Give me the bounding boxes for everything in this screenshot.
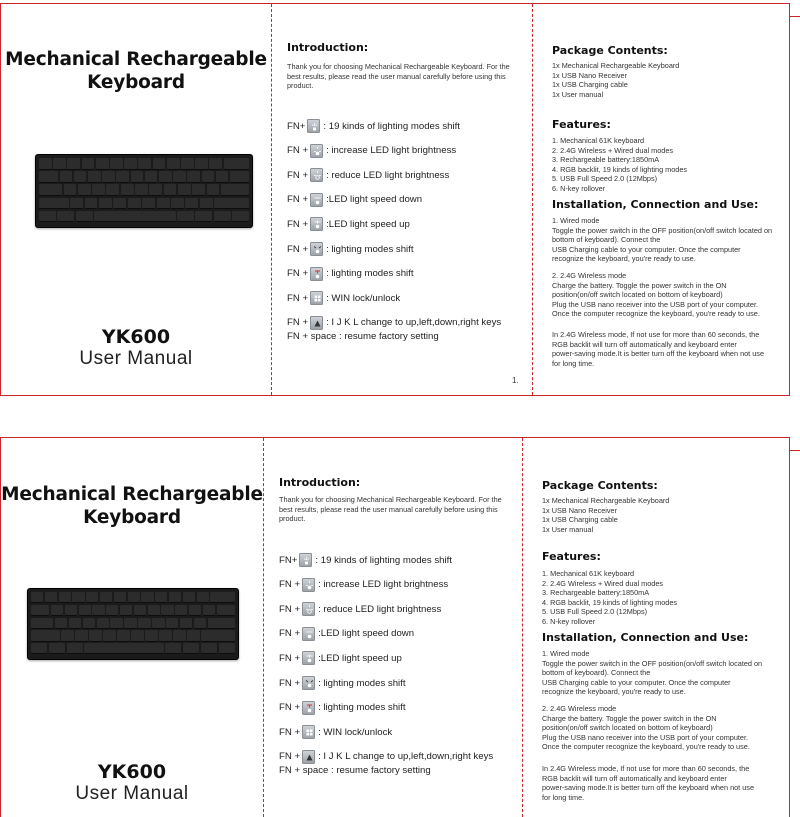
fn-shortcut-description: : lighting modes shift <box>318 677 406 689</box>
wired-mode-text-line: USB Charging cable to your computer. Once the computer <box>542 677 731 687</box>
keycap <box>194 618 206 629</box>
keycap <box>161 605 173 616</box>
keycap <box>60 171 73 183</box>
intro-heading: Introduction: <box>287 41 369 54</box>
wired-mode-text-line: 1. Wired mode <box>552 216 600 225</box>
wired-mode-text-line: bottom of keyboard). Connect the <box>552 235 661 245</box>
package-list <box>552 61 679 99</box>
keyboard-row <box>31 592 235 603</box>
keycap <box>79 605 91 616</box>
keycap <box>192 184 205 196</box>
lighting-mode-key-icon <box>307 119 320 133</box>
keycap <box>45 592 57 603</box>
fn-key-label: FN + <box>279 751 301 763</box>
intro-text-line: product. <box>287 81 314 91</box>
package-list-line: 1x Mechanical Rechargeable Keyboard <box>542 496 670 505</box>
fn-shortcut-description: : 19 kinds of lighting modes shift <box>323 120 460 132</box>
keycap <box>185 198 198 210</box>
features-list-line: 4. RGB backlit, 19 kinds of lighting modes <box>552 164 688 174</box>
wired-mode-text-line: bottom of keyboard). Connect the <box>542 668 651 678</box>
keycap <box>145 171 158 183</box>
features-list-line: 2. 2.4G Wireless + Wired dual modes <box>552 145 674 155</box>
keycap <box>142 198 155 210</box>
keycap <box>39 198 69 210</box>
fn-shortcut-description: :LED light speed down <box>318 628 415 640</box>
features-list-line: 5. USB Full Speed 2.0 (12Mbps) <box>552 174 658 184</box>
keycap <box>75 630 88 641</box>
fn-shortcut-row <box>287 216 410 232</box>
manual-subtitle: User Manual <box>75 783 189 804</box>
wireless-mode-text <box>542 704 750 752</box>
keycap <box>167 158 180 170</box>
keycap <box>164 184 177 196</box>
keycap <box>183 592 195 603</box>
keycap <box>141 592 153 603</box>
keycap <box>189 605 201 616</box>
keycap <box>89 630 102 641</box>
fn-shortcut-row <box>279 601 441 617</box>
keycap <box>76 211 93 223</box>
fn-key-label: FN + <box>287 243 309 255</box>
intro-text <box>287 62 510 91</box>
fn-key-label: FN+ <box>287 120 306 132</box>
fn-key-label: FN + <box>279 579 301 591</box>
fn-shortcut-description: : I J K L change to up,left,down,right keys <box>326 317 502 329</box>
intro-text <box>279 495 502 524</box>
fn-shortcut-description: : WIN lock/unlock <box>326 292 401 304</box>
keycap <box>124 618 136 629</box>
fn-shortcut-description: : lighting modes shift <box>318 702 406 714</box>
keycap <box>195 211 212 223</box>
keyboard-row <box>31 630 235 641</box>
package-heading: Package Contents: <box>542 479 658 492</box>
keycap <box>39 211 56 223</box>
package-list-line: 1x USB Charging cable <box>542 515 618 525</box>
intro-panel <box>263 438 522 817</box>
fn-shortcut-description: : reduce LED light brightness <box>326 169 450 181</box>
features-list-line: 3. Rechargeable battery:1850mA <box>542 588 650 598</box>
fn-shortcut-description: : lighting modes shift <box>326 243 414 255</box>
keycap <box>178 184 191 196</box>
brightness-up-key-icon <box>310 144 323 158</box>
mode-shift-alt-key-icon <box>302 701 315 715</box>
intro-text-line: product. <box>279 514 306 524</box>
keycap <box>31 643 47 654</box>
keycap <box>53 158 66 170</box>
fn-shortcut-row <box>279 724 392 740</box>
manual-sheet-bottom <box>0 437 790 817</box>
power-saving-text-line: RGB backlit will turn off automatically and keyboard enter <box>552 339 737 349</box>
cover-title <box>1 483 263 529</box>
speed-up-key-icon <box>302 651 315 665</box>
keycap <box>221 184 249 196</box>
model-name: YK600 <box>97 761 167 783</box>
features-list-line: 6. N-key rollover <box>542 616 596 626</box>
fn-shortcut-row <box>287 290 400 306</box>
keycap <box>106 605 118 616</box>
keycap <box>67 158 80 170</box>
brightness-down-key-icon <box>302 602 315 616</box>
power-saving-text <box>552 330 764 368</box>
keycap <box>159 171 172 183</box>
fn-shortcut-row <box>287 143 456 159</box>
keycap <box>181 158 194 170</box>
fn-key-label: FN + <box>287 145 309 157</box>
keycap <box>202 171 215 183</box>
keycap <box>214 211 231 223</box>
fn-space-row: FN + space : resume factory setting <box>279 764 431 776</box>
spacebar-key <box>84 643 163 654</box>
speed-down-key-icon <box>310 193 323 207</box>
keyboard-image <box>27 588 239 660</box>
keycap <box>110 158 123 170</box>
fn-shortcut-description: : increase LED light brightness <box>326 145 457 157</box>
keycap <box>207 184 220 196</box>
power-saving-text-line: for long time. <box>552 358 595 368</box>
keycap <box>72 592 84 603</box>
wireless-mode-text-line: Once the computer recognize the keyboard, you're ready to use. <box>552 309 760 319</box>
keycap <box>85 198 98 210</box>
keycap <box>217 605 235 616</box>
keycap <box>138 158 151 170</box>
keyboard-row <box>39 184 249 196</box>
keycap <box>116 171 129 183</box>
keycap <box>149 184 162 196</box>
fn-key-label: FN + <box>279 652 301 664</box>
keycap <box>209 158 222 170</box>
keycap <box>86 592 98 603</box>
fn-shortcut-row <box>279 700 406 716</box>
keyboard-row <box>39 171 249 183</box>
power-saving-text <box>542 764 754 802</box>
keycap <box>65 605 77 616</box>
fn-key-label: FN+ <box>279 554 298 566</box>
package-list-line: 1x User manual <box>552 89 604 99</box>
keycap <box>173 171 186 183</box>
keycap <box>59 592 71 603</box>
keycap <box>110 618 122 629</box>
keycap <box>55 618 67 629</box>
keycap <box>128 198 141 210</box>
keycap <box>214 198 249 210</box>
fn-shortcut-row <box>279 577 448 593</box>
fn-shortcut-description: :LED light speed down <box>326 194 423 206</box>
intro-text-line: Thank you for choosing Mechanical Rechargeable Keyboard. For the <box>287 62 510 71</box>
wired-mode-text-line: Toggle the power switch in the OFF position(on/off switch located on <box>552 225 773 235</box>
keycap <box>128 592 140 603</box>
package-list-line: 1x Mechanical Rechargeable Keyboard <box>552 61 680 70</box>
keycap <box>148 605 160 616</box>
fn-shortcut-row <box>287 118 460 134</box>
wireless-mode-text-line: Charge the battery. Toggle the power switch in the ON <box>542 713 717 723</box>
package-list <box>542 496 669 534</box>
keycap <box>131 630 144 641</box>
package-heading: Package Contents: <box>552 44 668 57</box>
wireless-mode-text-line: Plug the USB nano receiver into the USB port of your computer. <box>552 299 759 309</box>
keycap <box>78 184 91 196</box>
keycap <box>219 643 235 654</box>
keycap <box>49 643 65 654</box>
keycap <box>155 592 167 603</box>
fn-key-label: FN + <box>287 218 309 230</box>
fn-shortcut-description: : WIN lock/unlock <box>318 726 393 738</box>
features-list <box>552 136 687 194</box>
power-saving-text-line: for long time. <box>542 792 585 802</box>
fn-key-label: FN + <box>287 268 309 280</box>
wired-mode-text-line: 1. Wired mode <box>542 649 590 658</box>
keycap <box>203 605 215 616</box>
keycap <box>83 618 95 629</box>
fn-shortcut-row <box>287 241 414 257</box>
features-list-line: 2. 2.4G Wireless + Wired dual modes <box>542 578 664 588</box>
fn-shortcut-row <box>287 192 422 208</box>
cover-title-line: Mechanical Rechargeable <box>1 484 263 505</box>
brightness-down-key-icon <box>310 168 323 182</box>
intro-text-line: Thank you for choosing Mechanical Rechargeable Keyboard. For the <box>279 495 502 504</box>
fn-shortcut-description: : reduce LED light brightness <box>318 603 442 615</box>
features-list-line: 1. Mechanical 61K keyboard <box>552 136 645 145</box>
keycap <box>201 630 235 641</box>
keycap <box>82 158 95 170</box>
keycap <box>120 605 132 616</box>
keyboard-row <box>39 211 249 223</box>
keycap <box>201 643 217 654</box>
fn-key-label: FN + <box>279 702 301 714</box>
keycap <box>113 198 126 210</box>
keycap <box>153 158 166 170</box>
fn-shortcut-description: : I J K L change to up,left,down,right keys <box>318 751 494 763</box>
crop-mark <box>790 16 800 17</box>
keycap <box>187 171 200 183</box>
model-name: YK600 <box>101 326 171 348</box>
keycap <box>39 171 58 183</box>
power-saving-text-line: power-saving mode.It is better turn off the keyboard when not use <box>542 783 755 793</box>
windows-key-icon <box>310 291 323 305</box>
fn-shortcut-row <box>279 650 402 666</box>
keycap <box>177 211 194 223</box>
cover-title <box>1 48 271 94</box>
power-saving-text-line: RGB backlit will turn off automatically and keyboard enter <box>542 773 727 783</box>
fn-shortcut-description: : increase LED light brightness <box>318 579 449 591</box>
mode-shift-alt-key-icon <box>310 267 323 281</box>
keycap <box>67 643 83 654</box>
features-list <box>542 569 677 627</box>
mode-shift-key-icon <box>302 676 315 690</box>
fn-key-label: FN + <box>287 317 309 329</box>
fn-shortcut-description: : 19 kinds of lighting modes shift <box>315 554 452 566</box>
keycap <box>159 630 172 641</box>
fn-shortcut-description: :LED light speed up <box>326 218 410 230</box>
features-list-line: 5. USB Full Speed 2.0 (12Mbps) <box>542 607 648 617</box>
keycap <box>92 605 104 616</box>
keyboard-row <box>39 158 249 170</box>
wireless-mode-text-line: Plug the USB nano receiver into the USB port of your computer. <box>542 732 749 742</box>
keycap <box>92 184 105 196</box>
keycap <box>70 198 83 210</box>
keycap <box>117 630 130 641</box>
keycap <box>31 630 60 641</box>
keycap <box>183 643 199 654</box>
keyboard-row <box>39 198 249 210</box>
keycap <box>31 618 53 629</box>
keycap <box>103 630 116 641</box>
keycap <box>39 184 62 196</box>
package-list-line: 1x USB Charging cable <box>552 80 628 90</box>
fn-space-row: FN + space : resume factory setting <box>287 330 439 342</box>
fn-key-label: FN + <box>287 169 309 181</box>
fn-key-label: FN + <box>279 726 301 738</box>
keycap <box>97 618 109 629</box>
keycap <box>216 171 229 183</box>
install-heading: Installation, Connection and Use: <box>542 631 749 644</box>
keycap <box>57 211 74 223</box>
keycap <box>224 158 249 170</box>
intro-panel <box>271 4 532 395</box>
fn-shortcut-row <box>287 167 449 183</box>
keycap <box>121 184 134 196</box>
wired-mode-text-line: Toggle the power switch in the OFF position(on/off switch located on <box>542 658 763 668</box>
power-saving-text-line: In 2.4G Wireless mode, If not use for more than 60 seconds, the <box>552 330 760 339</box>
keycap <box>114 592 126 603</box>
page-number: 1. <box>512 376 519 385</box>
features-list-line: 3. Rechargeable battery:1850mA <box>552 155 660 165</box>
wired-mode-text <box>552 216 772 264</box>
keycap <box>39 158 52 170</box>
install-heading: Installation, Connection and Use: <box>552 198 759 211</box>
manual-subtitle: User Manual <box>79 348 193 369</box>
keycap <box>195 158 208 170</box>
wired-mode-text-line: recognize the keyboard, you're ready to use. <box>542 687 686 697</box>
keycap <box>157 198 170 210</box>
keycap <box>165 643 181 654</box>
keycap <box>100 592 112 603</box>
keycap <box>102 171 115 183</box>
features-list-line: 6. N-key rollover <box>552 183 606 193</box>
keyboard-row <box>31 605 235 616</box>
info-panel <box>532 4 791 395</box>
wired-mode-text-line: recognize the keyboard, you're ready to use. <box>552 254 696 264</box>
intro-text-line: best results, please read the user manual carefully before using this <box>287 71 506 81</box>
cover-title-line: Keyboard <box>87 72 185 93</box>
lighting-mode-key-icon <box>299 553 312 567</box>
features-list-line: 1. Mechanical 61K keyboard <box>542 569 635 578</box>
keycap <box>138 618 150 629</box>
wireless-mode-text-line: Once the computer recognize the keyboard, you're ready to use. <box>542 742 750 752</box>
cover-panel <box>1 438 263 817</box>
wireless-mode-text-line: position(on/off switch located on bottom of keyboard) <box>552 290 723 300</box>
wireless-mode-text-line: 2. 2.4G Wireless mode <box>542 704 617 713</box>
speed-up-key-icon <box>310 217 323 231</box>
power-saving-text-line: In 2.4G Wireless mode, If not use for more than 60 seconds, the <box>542 764 750 773</box>
fn-key-label: FN + <box>279 628 301 640</box>
wireless-mode-text-line: position(on/off switch located on bottom of keyboard) <box>542 723 713 733</box>
fn-key-label: FN + <box>279 603 301 615</box>
keycap <box>74 171 87 183</box>
keyboard-row <box>31 618 235 629</box>
keycap <box>187 630 200 641</box>
keycap <box>169 592 181 603</box>
wireless-mode-text <box>552 271 760 319</box>
mode-shift-key-icon <box>310 242 323 256</box>
info-panel <box>522 438 791 817</box>
fn-shortcut-description: : lighting modes shift <box>326 268 414 280</box>
keycap <box>166 618 178 629</box>
keycap <box>88 171 101 183</box>
keycap <box>200 198 213 210</box>
fn-key-label: FN + <box>279 677 301 689</box>
keycap <box>197 592 209 603</box>
keycap <box>61 630 74 641</box>
keycap <box>173 630 186 641</box>
keycap <box>171 198 184 210</box>
fn-shortcut-row <box>279 552 452 568</box>
package-list-line: 1x User manual <box>542 524 594 534</box>
package-list-line: 1x USB Nano Receiver <box>552 70 628 80</box>
features-heading: Features: <box>542 550 601 563</box>
manual-sheet-top <box>0 3 790 396</box>
power-saving-text-line: power-saving mode.It is better turn off the keyboard when not use <box>552 349 765 359</box>
fn-shortcut-description: :LED light speed up <box>318 652 402 664</box>
spacebar-key <box>94 211 176 223</box>
crop-mark <box>790 450 800 451</box>
keycap <box>208 618 235 629</box>
wireless-mode-text-line: Charge the battery. Toggle the power switch in the ON <box>552 280 727 290</box>
fn-shortcut-row <box>287 266 414 282</box>
keycap <box>232 211 249 223</box>
brightness-up-key-icon <box>302 578 315 592</box>
keycap <box>230 171 249 183</box>
features-list-line: 4. RGB backlit, 19 kinds of lighting modes <box>542 597 678 607</box>
cover-title-line: Mechanical Rechargeable <box>5 49 267 70</box>
keycap <box>31 592 43 603</box>
keycap <box>96 158 109 170</box>
keycap <box>152 618 164 629</box>
keycap <box>180 618 192 629</box>
keycap <box>99 198 112 210</box>
fn-key-label: FN + <box>287 194 309 206</box>
keycap <box>210 592 235 603</box>
wired-mode-text-line: USB Charging cable to your computer. Once the computer <box>552 244 741 254</box>
keycap <box>135 184 148 196</box>
keycap <box>134 605 146 616</box>
keyboard-row <box>31 643 235 654</box>
keycap <box>106 184 119 196</box>
keycap <box>124 158 137 170</box>
fn-shortcut-row <box>279 675 406 691</box>
keycap <box>69 618 81 629</box>
cover-title-line: Keyboard <box>83 507 181 528</box>
keycap <box>51 605 63 616</box>
keycap <box>175 605 187 616</box>
fn-shortcut-row <box>279 626 414 642</box>
keycap <box>64 184 77 196</box>
wireless-mode-text-line: 2. 2.4G Wireless mode <box>552 271 627 280</box>
intro-heading: Introduction: <box>279 476 361 489</box>
intro-text-line: best results, please read the user manual carefully before using this <box>279 504 498 514</box>
windows-key-icon <box>302 725 315 739</box>
wired-mode-text <box>542 649 762 697</box>
keycap <box>145 630 158 641</box>
cover-panel <box>1 4 271 395</box>
keycap <box>31 605 49 616</box>
fn-key-label: FN + <box>287 292 309 304</box>
package-list-line: 1x USB Nano Receiver <box>542 505 618 515</box>
keyboard-image <box>35 154 253 228</box>
features-heading: Features: <box>552 118 611 131</box>
keycap <box>131 171 144 183</box>
speed-down-key-icon <box>302 627 315 641</box>
